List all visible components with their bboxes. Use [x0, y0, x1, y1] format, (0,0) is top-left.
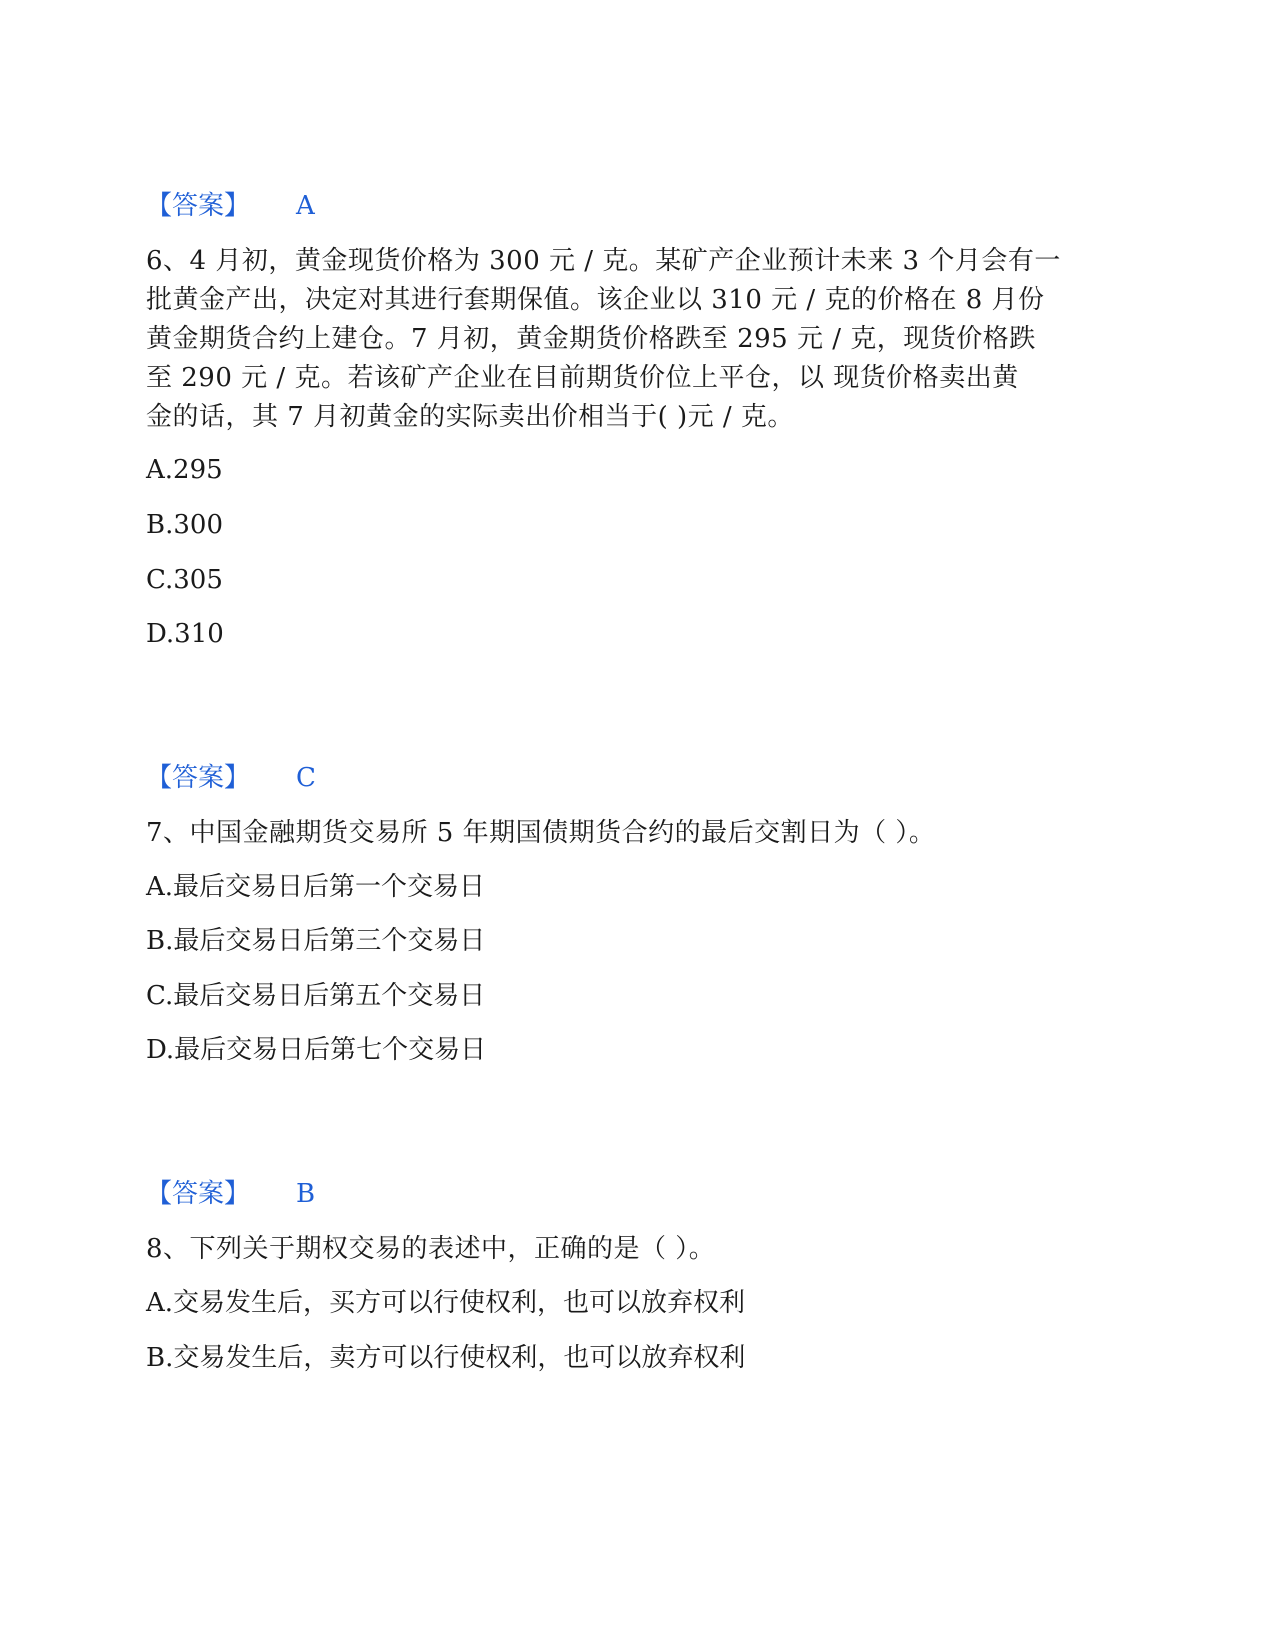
- answer-line: [146, 760, 316, 796]
- question-8-option-b: B.交易发生后，卖方可以行使权利，也可以放弃权利: [146, 1343, 746, 1373]
- question-7-option-a: A.最后交易日后第一个交易日: [146, 872, 486, 902]
- answer-line: [146, 1176, 315, 1212]
- answer-value: A: [296, 191, 315, 221]
- question-7-option-d: D.最后交易日后第七个交易日: [146, 1035, 487, 1065]
- answer-label: 【答案】: [146, 191, 251, 221]
- question-7-option-b: B.最后交易日后第三个交易日: [146, 926, 486, 956]
- stem-line: 批黄金产出，决定对其进行套期保值。该企业以 310 元 / 克的价格在 8 月份: [146, 285, 1045, 315]
- question-6-option-a: A.295: [146, 455, 223, 485]
- stem-line: 7、中国金融期货交易所 5 年期国债期货合约的最后交割日为（ ）。: [146, 818, 936, 848]
- answer-value: B: [296, 1179, 316, 1209]
- question-6-stem: [146, 242, 1131, 437]
- answer-label: 【答案】: [146, 1179, 251, 1209]
- answer-line: [146, 188, 315, 224]
- question-7-stem: [146, 814, 1131, 853]
- stem-line: 金的话，其 7 月初黄金的实际卖出价相当于( )元 / 克。: [146, 402, 794, 432]
- question-8-stem: [146, 1230, 1131, 1269]
- stem-line: 至 290 元 / 克。若该矿产企业在目前期货价位上平仓，以 现货价格卖出黄: [146, 363, 1019, 393]
- question-8-option-a: A.交易发生后，买方可以行使权利，也可以放弃权利: [146, 1288, 746, 1318]
- question-6-option-d: D.310: [146, 619, 224, 649]
- stem-line: 6、4 月初，黄金现货价格为 300 元 / 克。某矿产企业预计未来 3 个月会有一: [146, 246, 1061, 276]
- answer-value: C: [296, 763, 316, 793]
- stem-line: 黄金期货合约上建仓。7 月初，黄金期货价格跌至 295 元 / 克，现货价格跌: [146, 324, 1036, 354]
- answer-label: 【答案】: [146, 763, 251, 793]
- stem-line: 8、下列关于期权交易的表述中，正确的是（ ）。: [146, 1234, 716, 1264]
- question-7-option-c: C.最后交易日后第五个交易日: [146, 981, 486, 1011]
- question-6-option-c: C.305: [146, 565, 223, 595]
- question-6-option-b: B.300: [146, 510, 223, 540]
